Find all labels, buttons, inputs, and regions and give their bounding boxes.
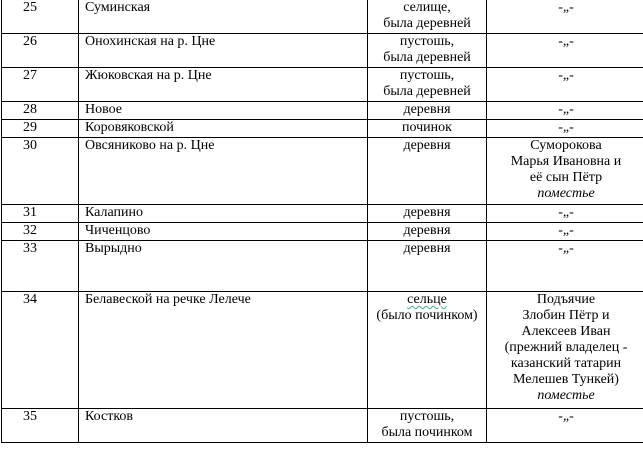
settlement-name-cell: Овсяниково на р. Цне: [79, 138, 368, 205]
table-row: [2, 223, 643, 241]
settlement-name-cell: Белавеской на речке Лелече: [79, 292, 368, 409]
row-number-cell: 35: [2, 409, 79, 443]
settlement-name-cell: Калапино: [79, 205, 368, 223]
row-number-cell: 27: [2, 68, 79, 102]
owner-line: -„-: [558, 68, 574, 83]
settlements-table: [1, 0, 643, 443]
table-row: [2, 68, 643, 102]
settlement-type-cell: [368, 102, 487, 120]
owner-line: -„-: [558, 0, 574, 15]
table-row: [2, 102, 643, 120]
owner-line: (прежний владелец -: [504, 340, 628, 355]
owner-cell: [487, 292, 643, 409]
table-row: [2, 0, 643, 34]
row-number-cell: 33: [2, 241, 79, 292]
row-number-cell: 25: [2, 0, 79, 34]
settlement-name-cell: Костков: [79, 409, 368, 443]
row-number-cell: 34: [2, 292, 79, 409]
table-body: [2, 0, 643, 443]
settlement-type-line: селище,: [403, 0, 451, 15]
settlement-type-line: починок: [402, 120, 452, 135]
owner-line: Марья Ивановна и: [510, 154, 622, 169]
owner-cell: [487, 223, 643, 241]
owner-line: -„-: [558, 409, 574, 424]
settlement-name-cell: Онохинская на р. Цне: [79, 34, 368, 68]
settlement-type-line: была деревней: [383, 50, 471, 65]
owner-cell: [487, 120, 643, 138]
settlement-type-cell: [368, 205, 487, 223]
owner-line: её сын Пётр: [529, 170, 603, 185]
settlement-type-line: деревня: [403, 223, 451, 238]
owner-line: -„-: [558, 102, 574, 117]
settlement-type-line: была починком: [381, 425, 473, 440]
table-row: [2, 409, 643, 443]
settlement-name-cell: Жюковская на р. Цне: [79, 68, 368, 102]
table-row: [2, 292, 643, 409]
owner-line: Мелешев Тункей): [513, 372, 619, 387]
owner-cell: [487, 138, 643, 205]
settlement-type-line: была деревней: [383, 16, 471, 31]
owner-cell: [487, 68, 643, 102]
settlement-name-cell: Чиченцово: [79, 223, 368, 241]
settlement-name-cell: Вырыдно: [79, 241, 368, 292]
settlement-type-cell: [368, 120, 487, 138]
row-number-cell: 31: [2, 205, 79, 223]
table-row: [2, 205, 643, 223]
settlement-name-cell: Суминская: [79, 0, 368, 34]
settlement-type-cell: [368, 292, 487, 409]
owner-cell: [487, 102, 643, 120]
row-number-cell: 28: [2, 102, 79, 120]
settlement-type-cell: [368, 34, 487, 68]
settlement-type-line: сельце: [407, 292, 447, 307]
row-number-cell: 30: [2, 138, 79, 205]
settlement-type-line: деревня: [403, 102, 451, 117]
settlement-type-line: деревня: [403, 138, 451, 153]
settlement-type-line: была деревней: [383, 84, 471, 99]
owner-line: -„-: [558, 223, 574, 238]
owner-cell: [487, 0, 643, 34]
row-number-cell: 29: [2, 120, 79, 138]
owner-line: -„-: [558, 120, 574, 135]
owner-cell: [487, 205, 643, 223]
settlement-type-line: деревня: [403, 241, 451, 256]
settlement-type-line: пустошь,: [399, 34, 455, 49]
ownership-type-label: поместье: [537, 388, 595, 403]
owner-line: Подъячие: [536, 292, 596, 307]
settlement-type-line: пустошь,: [399, 409, 455, 424]
owner-line: Злобин Пётр и: [522, 308, 610, 323]
settlement-name-cell: Новое: [79, 102, 368, 120]
settlement-name-cell: Коровяковской: [79, 120, 368, 138]
owner-line: Суморокова: [530, 138, 602, 153]
owner-line: -„-: [558, 241, 574, 256]
settlement-type-cell: [368, 68, 487, 102]
settlement-type-cell: [368, 241, 487, 292]
owner-line: Алексеев Иван: [521, 324, 611, 339]
owner-cell: [487, 409, 643, 443]
owner-cell: [487, 241, 643, 292]
ownership-type-label: поместье: [537, 186, 595, 201]
owner-line: -„-: [558, 205, 574, 220]
settlement-type-line: деревня: [403, 205, 451, 220]
row-number-cell: 32: [2, 223, 79, 241]
owner-line: казанский татарин: [510, 356, 622, 371]
settlement-type-cell: [368, 0, 487, 34]
table-row: [2, 241, 643, 292]
table-row: [2, 138, 643, 205]
settlement-type-line: пустошь,: [399, 68, 455, 83]
table-row: [2, 34, 643, 68]
settlement-type-cell: [368, 409, 487, 443]
settlement-type-line: (было починком): [376, 308, 478, 323]
owner-cell: [487, 34, 643, 68]
owner-line: -„-: [558, 34, 574, 49]
settlement-type-cell: [368, 223, 487, 241]
table-row: [2, 120, 643, 138]
settlement-type-cell: [368, 138, 487, 205]
row-number-cell: 26: [2, 34, 79, 68]
